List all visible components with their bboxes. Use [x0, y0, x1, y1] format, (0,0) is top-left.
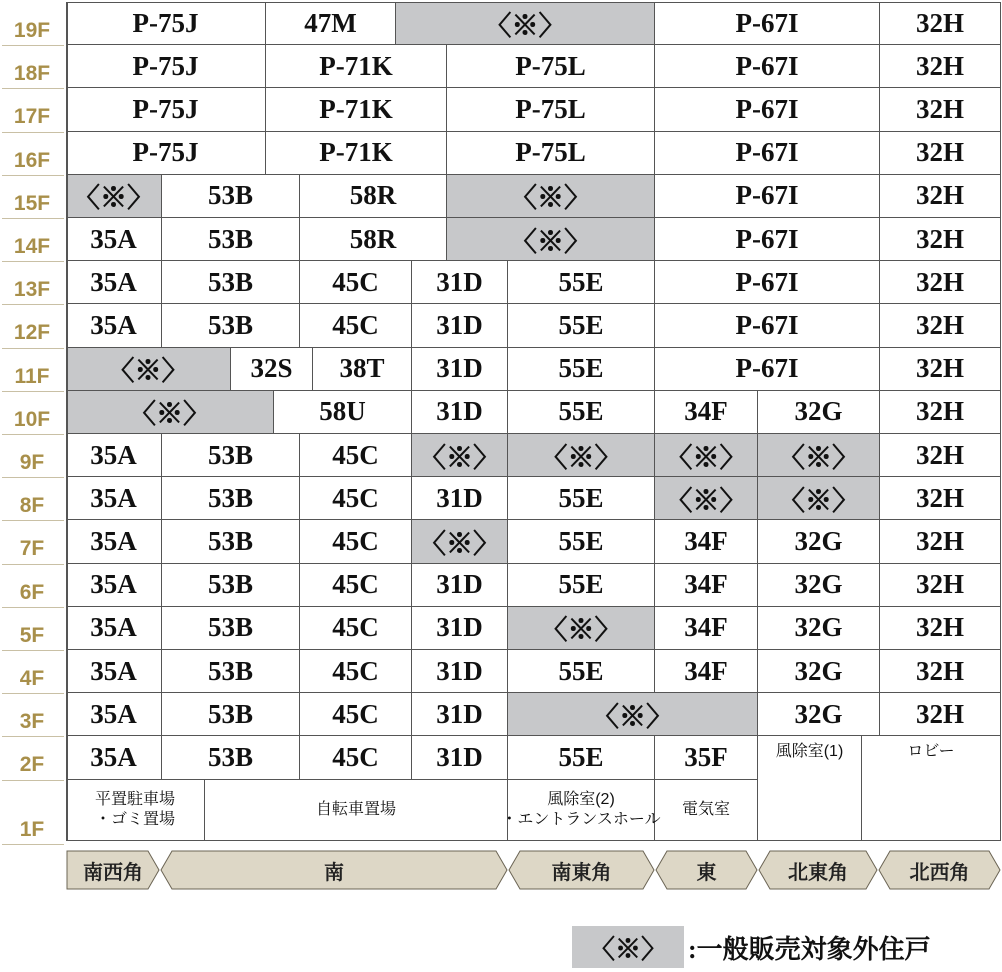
unit-cell: P-75L — [447, 132, 655, 175]
unit-cell: 53B — [162, 564, 300, 607]
unit-cell: 31D — [412, 607, 508, 650]
unit-cell: 34F — [655, 391, 758, 434]
floor-label: 16F — [13, 148, 51, 172]
electric-room — [655, 780, 758, 841]
unit-cell: 32G — [758, 564, 880, 607]
unit-cell: P-75L — [447, 88, 655, 131]
unit-cell: 32H — [880, 607, 1001, 650]
unit-cell: 55E — [508, 391, 655, 434]
unit-cell: P-67I — [655, 2, 880, 45]
unit-cell: 53B — [162, 477, 300, 520]
unit-cell: 32H — [880, 2, 1001, 45]
unit-cell: 35A — [66, 304, 162, 347]
floor-label: 6F — [19, 580, 45, 604]
unit-cell: 31D — [412, 304, 508, 347]
excluded-unit-cell: 〈※〉 — [655, 477, 758, 520]
unit-cell: 55E — [508, 348, 655, 391]
direction-label: 南 — [324, 861, 344, 884]
unit-cell: 32H — [880, 218, 1001, 261]
unit-cell: 32H — [880, 564, 1001, 607]
unit-cell: 55E — [508, 736, 655, 779]
unit-cell: 32H — [880, 477, 1001, 520]
direction-label: 南西角 — [83, 861, 143, 884]
unit-cell: 53B — [162, 736, 300, 779]
excluded-unit-cell: 〈※〉 — [508, 434, 655, 477]
unit-cell: 45C — [300, 304, 412, 347]
excluded-unit-cell: 〈※〉 — [412, 434, 508, 477]
unit-cell: P-75J — [66, 132, 266, 175]
unit-cell: 31D — [412, 391, 508, 434]
unit-cell: 45C — [300, 477, 412, 520]
unit-cell: 55E — [508, 520, 655, 563]
windbreak-room-1-text: 風除室(1) — [775, 743, 844, 761]
floor-label: 12F — [13, 321, 51, 345]
unit-cell: P-75L — [447, 45, 655, 88]
lobby-text: ロビー — [907, 743, 955, 761]
excluded-unit-cell: 〈※〉 — [655, 434, 758, 477]
excluded-unit-cell: 〈※〉 — [508, 693, 758, 736]
unit-cell: P-67I — [655, 304, 880, 347]
parking-area — [66, 780, 205, 841]
unit-cell: 31D — [412, 477, 508, 520]
unit-cell: 35A — [66, 693, 162, 736]
unit-cell: 58R — [300, 175, 447, 218]
unit-cell: 32H — [880, 693, 1001, 736]
floor-label: 13F — [13, 278, 51, 302]
direction-segment — [655, 850, 758, 890]
windbreak-room-2-text: ・エントランスホール — [501, 810, 661, 828]
direction-segment — [758, 850, 878, 890]
windbreak-room-2-text: 風除室(2) — [547, 790, 615, 808]
unit-cell: 34F — [655, 607, 758, 650]
unit-cell: 31D — [412, 564, 508, 607]
unit-cell: 32G — [758, 650, 880, 693]
unit-cell: P-67I — [655, 261, 880, 304]
unit-cell: 31D — [412, 650, 508, 693]
unit-cell: 32H — [880, 434, 1001, 477]
unit-cell: 55E — [508, 261, 655, 304]
electric-room-text: 電気室 — [681, 800, 730, 818]
floor-label: 10F — [13, 407, 51, 431]
unit-cell: 32G — [758, 607, 880, 650]
unit-cell: 35F — [655, 736, 758, 779]
unit-cell: 45C — [300, 693, 412, 736]
excluded-unit-cell: 〈※〉 — [66, 391, 274, 434]
direction-segment — [508, 850, 655, 890]
unit-cell: 32H — [880, 261, 1001, 304]
floor-label: 15F — [13, 191, 51, 215]
unit-cell: 32H — [880, 520, 1001, 563]
unit-cell: 31D — [412, 261, 508, 304]
unit-cell: 35A — [66, 736, 162, 779]
unit-cell: 55E — [508, 304, 655, 347]
floor-label: 5F — [19, 623, 45, 647]
unit-cell: 35A — [66, 520, 162, 563]
unit-cell: 53B — [162, 175, 300, 218]
legend-text: :一般販売対象外住戸 — [688, 934, 931, 964]
excluded-unit-cell: 〈※〉 — [412, 520, 508, 563]
floor-label: 4F — [19, 667, 45, 690]
unit-cell: 45C — [300, 650, 412, 693]
direction-label: 北西角 — [909, 861, 970, 884]
unit-cell: 32S — [231, 348, 313, 391]
direction-label: 南東角 — [551, 861, 612, 884]
floor-label: 14F — [13, 235, 51, 258]
unit-cell: 45C — [300, 434, 412, 477]
unit-cell: P-67I — [655, 45, 880, 88]
excluded-unit-cell: 〈※〉 — [66, 175, 162, 218]
unit-cell: 55E — [508, 650, 655, 693]
unit-cell: 35A — [66, 477, 162, 520]
floor-label: 7F — [19, 537, 45, 561]
unit-cell: 31D — [412, 348, 508, 391]
excluded-unit-cell: 〈※〉 — [396, 2, 655, 45]
unit-cell: P-75J — [66, 88, 266, 131]
excluded-unit-cell: 〈※〉 — [758, 434, 880, 477]
unit-cell: 32H — [880, 650, 1001, 693]
parking-area-text: ・ゴミ置場 — [94, 810, 175, 828]
unit-cell: 35A — [66, 564, 162, 607]
unit-cell: 35A — [66, 607, 162, 650]
excluded-unit-cell: 〈※〉 — [508, 607, 655, 650]
unit-cell: 45C — [300, 261, 412, 304]
unit-cell: P-71K — [266, 45, 447, 88]
floor-label: 2F — [19, 753, 45, 777]
unit-cell: P-75J — [66, 45, 266, 88]
unit-cell: 35A — [66, 434, 162, 477]
unit-cell: 35A — [66, 261, 162, 304]
unit-cell: 53B — [162, 218, 300, 261]
direction-segment — [160, 850, 508, 890]
unit-cell: P-67I — [655, 218, 880, 261]
unit-cell: 53B — [162, 650, 300, 693]
unit-cell: 38T — [313, 348, 412, 391]
unit-cell: 32H — [880, 391, 1001, 434]
unit-cell: 32H — [880, 348, 1001, 391]
unit-cell: 58R — [300, 218, 447, 261]
unit-cell: 53B — [162, 261, 300, 304]
unit-cell: 55E — [508, 564, 655, 607]
unit-cell: 53B — [162, 693, 300, 736]
excluded-unit-cell: 〈※〉 — [758, 477, 880, 520]
floor-label: 8F — [19, 494, 45, 518]
unit-cell: 53B — [162, 520, 300, 563]
unit-cell: 32H — [880, 88, 1001, 131]
unit-cell: 32H — [880, 175, 1001, 218]
unit-cell: 53B — [162, 304, 300, 347]
parking-area-text: 平置駐車場 — [94, 790, 175, 808]
unit-cell: 53B — [162, 607, 300, 650]
windbreak-room-1 — [758, 736, 862, 841]
unit-cell: 32H — [880, 132, 1001, 175]
unit-cell: 55E — [508, 477, 655, 520]
unit-cell: P-75J — [66, 2, 266, 45]
legend-swatch: 〈※〉 — [572, 926, 684, 968]
lobby — [862, 736, 1001, 841]
unit-cell: 34F — [655, 520, 758, 563]
unit-cell: P-67I — [655, 175, 880, 218]
windbreak-room-2 — [501, 780, 661, 841]
unit-cell: 32G — [758, 520, 880, 563]
excluded-unit-cell: 〈※〉 — [447, 218, 655, 261]
floor-label: 19F — [13, 19, 51, 42]
unit-cell: 32H — [880, 304, 1001, 347]
direction-label: 北東角 — [788, 861, 848, 884]
unit-cell: 45C — [300, 520, 412, 563]
unit-cell: 31D — [412, 736, 508, 779]
direction-segment — [66, 850, 160, 890]
unit-cell: 35A — [66, 218, 162, 261]
unit-cell: 32H — [880, 45, 1001, 88]
unit-cell: 34F — [655, 650, 758, 693]
unit-cell: 32G — [758, 391, 880, 434]
floor-label: 11F — [14, 364, 50, 388]
unit-cell: 35A — [66, 650, 162, 693]
unit-cell: 53B — [162, 434, 300, 477]
unit-cell: 31D — [412, 693, 508, 736]
floor-label: 17F — [13, 105, 51, 129]
floor-label: 1F — [19, 818, 45, 842]
unit-cell: 58U — [274, 391, 412, 434]
unit-cell: P-67I — [655, 88, 880, 131]
unit-cell: P-67I — [655, 132, 880, 175]
unit-cell: 32G — [758, 693, 880, 736]
excluded-unit-cell: 〈※〉 — [447, 175, 655, 218]
unit-cell: 45C — [300, 564, 412, 607]
bicycle-parking-text: 自転車置場 — [315, 800, 396, 818]
bicycle-parking — [205, 780, 508, 841]
excluded-unit-cell: 〈※〉 — [66, 348, 231, 391]
unit-cell: 45C — [300, 736, 412, 779]
direction-label: 東 — [696, 861, 717, 884]
floor-separator — [2, 844, 64, 845]
direction-segment — [878, 850, 1001, 890]
floor-label: 3F — [19, 710, 45, 734]
unit-cell: 34F — [655, 564, 758, 607]
unit-cell: P-71K — [266, 88, 447, 131]
floor-label: 18F — [13, 62, 51, 86]
unit-cell: P-67I — [655, 348, 880, 391]
unit-cell: P-71K — [266, 132, 447, 175]
unit-cell: 47M — [266, 2, 396, 45]
unit-cell: 45C — [300, 607, 412, 650]
floor-label: 9F — [19, 451, 45, 474]
